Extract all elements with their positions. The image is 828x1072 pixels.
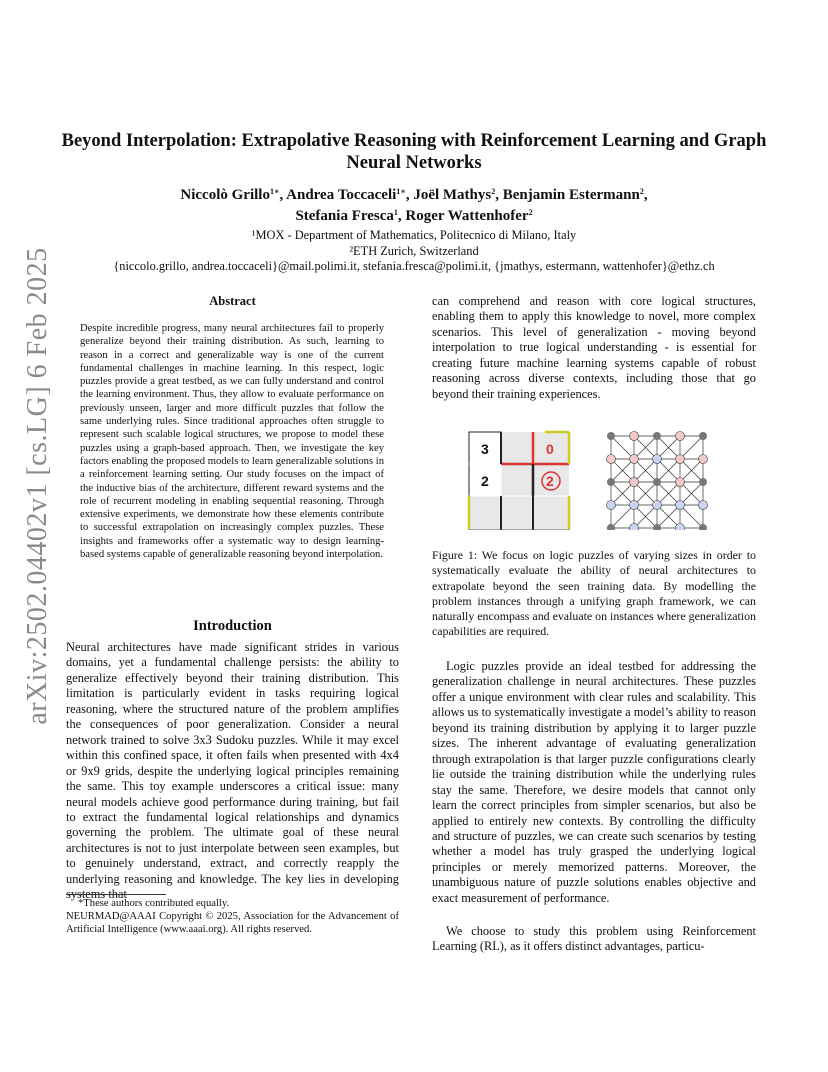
- footnote-equal-contribution: *These authors contributed equally.: [78, 898, 230, 909]
- author-list: [60, 185, 768, 227]
- footnote-rule: [66, 894, 166, 895]
- puzzle-grid: [469, 432, 569, 530]
- right-column-paragraph-2: Logic puzzles provide an ideal testbed for addressing the generalization challenge in neural architectures. These puzzles offer a unique environment with clear rules and scalability. This allows us to systematically investigate a model’s ability to reason beyond its training distribution by applying it to larger puzzle sizes. The inherent advantage of evaluating generalization through extrapolation is that larger puzzle configurations clearly lie outside the training distribution while the underlying rules stay the same. Therefore, we desire models that cannot only learn the correct principles from simpler scenarios, but also be applied to entirely new contexts. By controlling the difficulty and structure of puzzles, we can create such scenarios by testing whether a model has truly grasped the underlying logical principles or merely memorized patterns. Moreover, the unambiguous nature of puzzle solutions enables objective and exact measurement of performance.: [432, 659, 756, 905]
- introduction-heading: Introduction: [193, 618, 272, 634]
- affiliations: [40, 228, 788, 275]
- author-line-1: Niccolò Grillo$^{1∗}$, Andrea Toccaceli$^{1∗}$, Joël Mathys$^2$, Benjamin Estermann$^2$,: [180, 187, 648, 203]
- figure-1-caption: Figure 1: We focus on logic puzzles of varying sizes in order to systematically evaluate the ability of neural architectures to extrapolate beyond the seen training data. By modelling the problem instances through a unifying graph framework, we can naturally encompass and evaluate on instances where generalization capabilities are required.: [432, 548, 756, 639]
- cell-value-2-circled: 2: [546, 473, 554, 489]
- affiliation-1: ¹MOX - Department of Mathematics, Politecnico di Milano, Italy: [251, 228, 577, 242]
- footnotes: [66, 897, 399, 936]
- email-list: {niccolo.grillo, andrea.toccaceli}@mail.polimi.it, stefania.fresca@polimi.it, {jmathys, estermann, wattenhofer}@ethz.ch: [113, 259, 715, 273]
- cell-value-3: 3: [481, 441, 489, 457]
- cell-value-0: 0: [546, 441, 554, 457]
- paper-title: Beyond Interpolation: Extrapolative Reasoning with Reinforcement Learning and Graph Neural Networks: [61, 131, 767, 173]
- introduction-text: Neural architectures have made significant strides in various domains, yet a fundamental challenge persists: the ability to generalize effectively beyond their training distribution. This limitation is particularly evident in tasks requiring logical reasoning, where the structured nature of the problem amplifies the consequences of poor generalization. Consider a neural network trained to solve 3x3 Sudoku puzzles. While it may excel within this confined space, it often fails when presented with 4x4 or 9x9 grids, despite the underlying logical principles remaining the same. This toy example underscores a critical issue: many neural models achieve good performance during training, but fail to extract the fundamental logical relationships and dynamics governing the problem. The ultimate goal of these neural architectures is not to just interpolate between seen examples, but to genuinely understand, extract, and correctly reapply the underlying reasoning and knowledge. The key lies in developing systems that: [66, 640, 399, 902]
- footnote-copyright: NEURMAD@AAAI Copyright © 2025, Association for the Advancement of Artificial Intelligence (www.aaai.org). All rights reserved.: [66, 911, 399, 935]
- figure-1: [465, 430, 775, 530]
- abstract-heading: Abstract: [209, 294, 256, 308]
- right-column-paragraph-3: We choose to study this problem using Reinforcement Learning (RL), as it offers distinct advantages, particu-: [432, 924, 756, 954]
- author-line-2: Stefania Fresca$^1$, Roger Wattenhofer$^2$: [295, 208, 533, 224]
- affiliation-2: ²ETH Zurich, Switzerland: [349, 243, 479, 258]
- right-column-paragraph-1: can comprehend and reason with core logical structures, enabling them to apply this knowledge to novel, more complex scenarios. This level of generalization - moving beyond interpolation to true logical understanding - is essential for creating future machine learning systems capable of robust reasoning across diverse contexts, including those that go beyond their training experiences.: [432, 294, 756, 401]
- abstract-text: Despite incredible progress, many neural architectures fail to properly generalize beyond their training distribution. As such, learning to reason in a correct and generalizable way is one of the current fundamental challenges in machine learning. In this respect, logic puzzles provide a great testbed, as we can fully understand and control the learning environment. Thus, they allow to evaluate performance on previously unseen, larger and more difficult puzzles that follow the same underlying rules. Since traditional approaches often struggle to represent such scalable logical structures, we propose to model these puzzles using a graph-based approach. Then, we investigate the key factors enabling the proposed models to learn generalizable solutions in a reinforcement learning setting. Our study focuses on the impact of the inductive bias of the architecture, different reward systems and the role of recurrent modeling in enabling sequential reasoning. Through extensive experiments, we demonstrate how these elements contribute to successful extrapolation on increasingly complex puzzles. These insights and frameworks offer a systematic way to design learning-based systems capable of generalizable reasoning beyond interpolation.: [80, 323, 384, 561]
- cell-value-2: 2: [481, 473, 489, 489]
- arxiv-stamp: arXiv:2502.04402v1 [cs.LG] 6 Feb 2025: [22, 247, 53, 725]
